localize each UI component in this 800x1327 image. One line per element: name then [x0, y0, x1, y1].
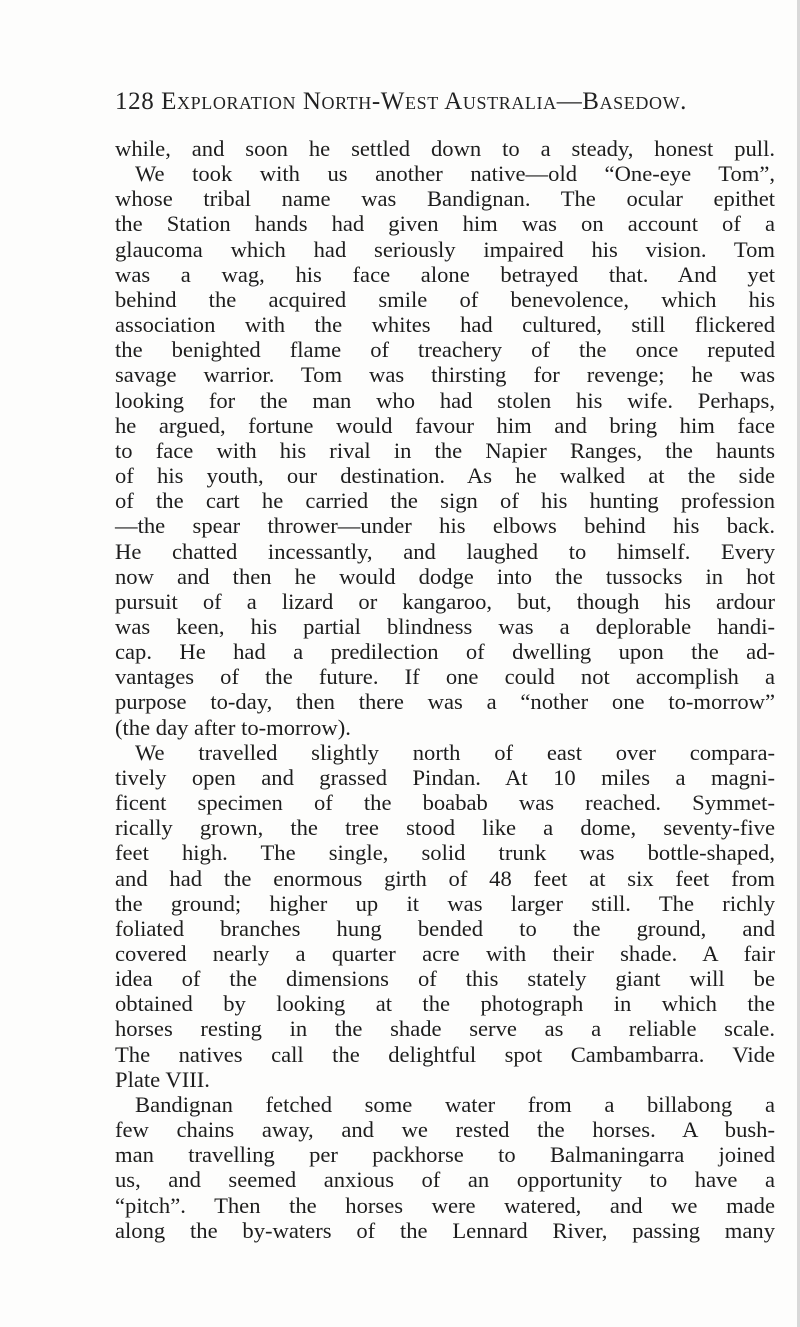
text-line: Plate VIII. [115, 1066, 210, 1092]
text-line: The natives call the delightful spot Cambambarra. Vide [115, 1041, 775, 1067]
text-line: he argued, fortune would favour him and bring him face [115, 412, 775, 438]
text-line: We travelled slightly north of east over compara- [135, 739, 775, 765]
text-line: association with the whites had cultured, still flickered [115, 312, 775, 338]
text-line: cap. He had a predilection of dwelling upon the ad- [115, 639, 775, 665]
text-line: rically grown, the tree stood like a dome, seventy-five [115, 815, 775, 841]
text-line: us, and seemed anxious of an opportunity to have a [115, 1167, 775, 1193]
text-line: horses resting in the shade serve as a reliable scale. [115, 1016, 775, 1042]
text-line: vantages of the future. If one could not accomplish a [115, 664, 775, 690]
running-header [115, 88, 775, 116]
text-line: Bandignan fetched some water from a billabong a [135, 1091, 775, 1117]
text-line: of his youth, our destination. As he walked at the side [115, 463, 775, 489]
text-line: tively open and grassed Pindan. At 10 miles a magni- [115, 764, 775, 790]
text-line: covered nearly a quarter acre with their shade. A fair [115, 941, 775, 966]
text-line: We took with us another native—old “One-eye Tom”, [135, 161, 775, 187]
body-text [115, 136, 775, 1243]
text-line: He chatted incessantly, and laughed to himself. Every [115, 538, 775, 564]
text-line: glaucoma which had seriously impaired his vision. Tom [115, 236, 775, 262]
text-line: along the by-waters of the Lennard River, passing many [115, 1217, 775, 1243]
text-line: was keen, his partial blindness was a deplorable handi- [115, 613, 775, 639]
running-title: Exploration North-West Australia—Basedow. [161, 88, 688, 115]
text-line: feet high. The single, solid trunk was bottle-shaped, [115, 840, 775, 866]
text-line: pursuit of a lizard or kangaroo, but, though his ardour [115, 588, 775, 614]
text-line: man travelling per packhorse to Balmaningarra joined [115, 1142, 775, 1168]
text-line: (the day after to-morrow). [115, 714, 351, 740]
text-line: the ground; higher up it was larger still. The richly [115, 890, 775, 916]
page-number: 128 [115, 88, 155, 115]
text-line: and had the enormous girth of 48 feet at six feet from [115, 865, 775, 891]
text-line: behind the acquired smile of benevolence, which his [115, 286, 775, 312]
text-line: while, and soon he settled down to a steady, honest pull. [115, 136, 775, 161]
text-line: looking for the man who had stolen his wife. Perhaps, [115, 387, 775, 413]
text-line: the Station hands had given him was on account of a [115, 211, 775, 237]
text-line: whose tribal name was Bandignan. The ocular epithet [115, 186, 775, 212]
text-line: the benighted flame of treachery of the once reputed [115, 337, 775, 363]
text-line: of the cart he carried the sign of his hunting profession [115, 488, 775, 514]
text-line: now and then he would dodge into the tussocks in hot [115, 563, 775, 589]
text-line: was a wag, his face alone betrayed that. And yet [115, 261, 775, 287]
text-line: “pitch”. Then the horses were watered, and we made [115, 1192, 775, 1218]
text-line: foliated branches hung bended to the ground, and [115, 915, 775, 941]
text-line: —the spear thrower—under his elbows behind his back. [115, 513, 775, 539]
text-line: idea of the dimensions of this stately giant will be [115, 966, 775, 992]
text-line: ficent specimen of the boabab was reached. Symmet- [115, 790, 775, 816]
text-line: few chains away, and we rested the horses. A bush- [115, 1117, 775, 1143]
text-line: savage warrior. Tom was thirsting for revenge; he was [115, 362, 775, 388]
text-line: to face with his rival in the Napier Ranges, the haunts [115, 437, 775, 463]
text-line: obtained by looking at the photograph in which the [115, 991, 775, 1017]
text-line: purpose to-day, then there was a “nother one to-morrow” [115, 689, 775, 715]
